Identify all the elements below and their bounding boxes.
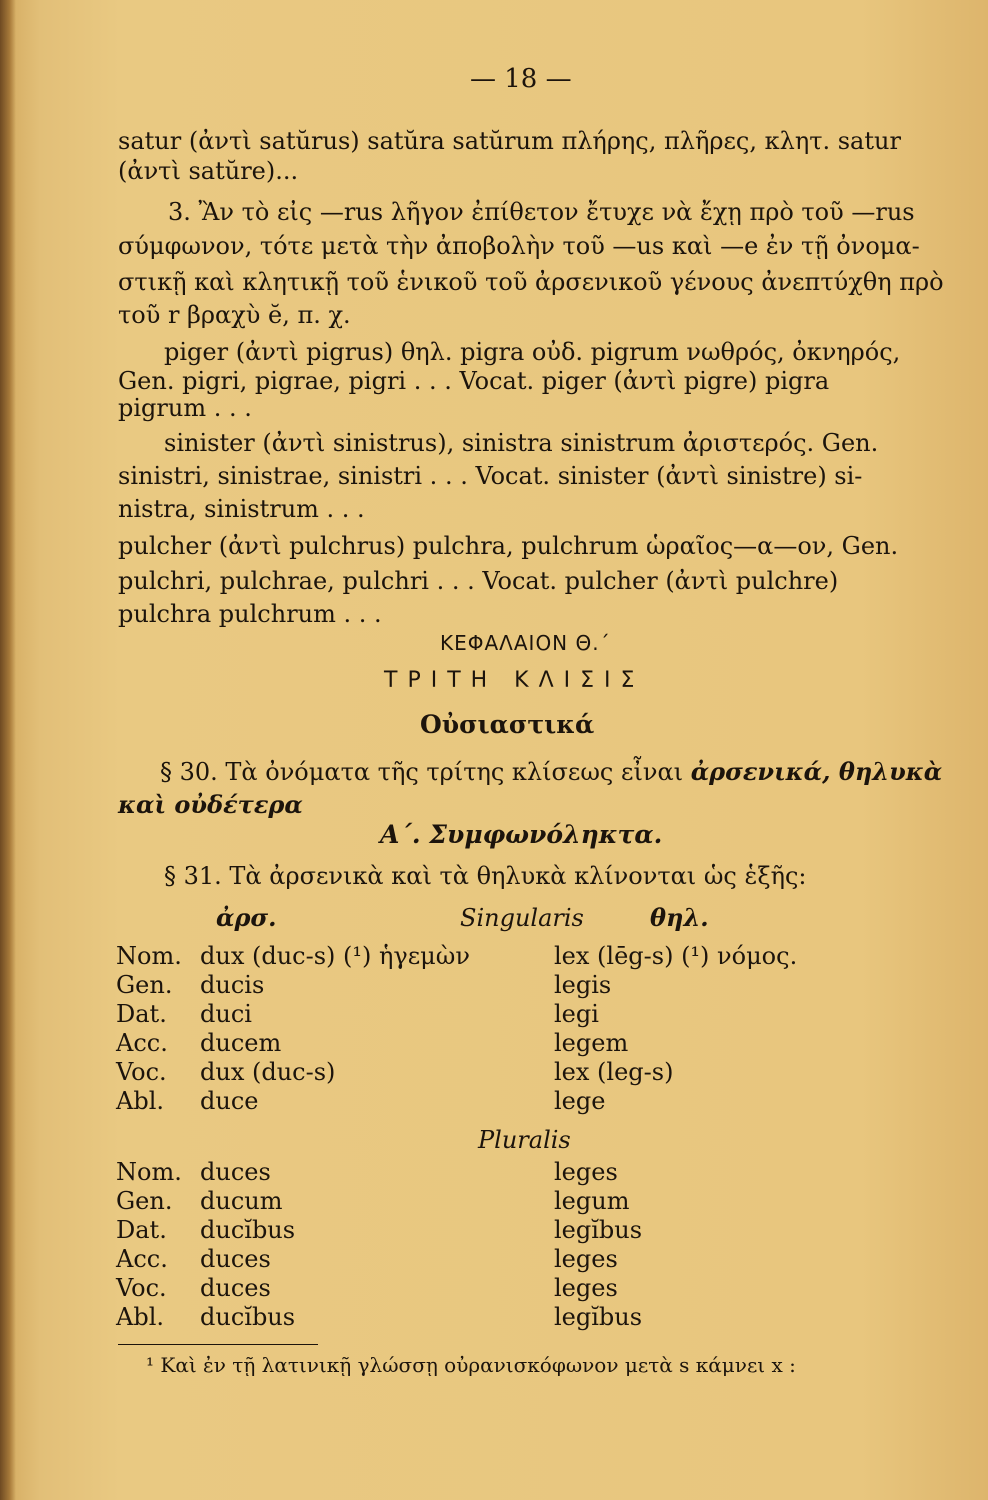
plural-case-cell: Dat. — [116, 1216, 167, 1244]
plural-fem-cell: leges — [554, 1245, 618, 1273]
pulcher-line-2: pulchri, pulchrae, pulchri . . . Vocat. pulcher (ἀντὶ pulchre) — [118, 567, 839, 595]
piger-line-3: pigrum . . . — [118, 394, 252, 422]
rule3-line-1: 3. Ἂν τὸ εἰς —rus λῆγον ἐπίθετον ἔτυχε νὰ ἔχῃ πρὸ τοῦ —rus — [168, 198, 915, 226]
sinister-line-1: sinister (ἀντὶ sinistrus), sinistra sinistrum ἀριστερός. Gen. — [164, 429, 879, 457]
singular-fem-cell: legis — [554, 971, 612, 999]
singular-masc-cell: duci — [200, 1000, 252, 1028]
section-30-bold-line-2: καὶ οὐδέτερα — [118, 790, 303, 819]
singular-fem-cell: lex (leg-s) — [554, 1058, 674, 1086]
section-30 — [160, 757, 942, 787]
singular-fem-cell: lege — [554, 1087, 606, 1115]
pulcher-line-3: pulchra pulchrum . . . — [118, 600, 382, 628]
singular-masc-cell: duce — [200, 1087, 259, 1115]
sinister-line-2: sinistri, sinistrae, sinistri . . . Vocat. sinister (ἀντὶ sinistre) si- — [118, 462, 863, 490]
satur-line-1: satur (ἀντὶ satŭrus) satŭra satŭrum πλήρης, πλῆρες, κλητ. satur — [118, 127, 901, 155]
plural-masc-cell: ducum — [200, 1187, 283, 1215]
footnote: ¹ Καὶ ἐν τῇ λατινικῇ γλώσσῃ οὐρανισκόφωνον μετὰ s κάμνει x : — [146, 1353, 796, 1377]
plural-fem-cell: leges — [554, 1158, 618, 1186]
piger-line-2: Gen. pigri, pigrae, pigri . . . Vocat. piger (ἀντὶ pigre) pigra — [118, 367, 830, 395]
singular-masc-cell: ducem — [200, 1029, 282, 1057]
rule3-line-3: στικῇ καὶ κλητικῇ τοῦ ἑνικοῦ τοῦ ἀρσενικοῦ γένους ἀνεπτύχθη πρὸ — [118, 268, 944, 296]
singular-case-cell: Dat. — [116, 1000, 167, 1028]
plural-masc-cell: duces — [200, 1245, 271, 1273]
plural-fem-cell: legum — [554, 1187, 630, 1215]
plural-masc-cell: ducĭbus — [200, 1303, 296, 1331]
section-31: § 31. Τὰ ἀρσενικὰ καὶ τὰ θηλυκὰ κλίνονται ὡς ἑξῆς: — [164, 862, 807, 890]
chapter-subtitle: Οὐσιαστικά — [420, 710, 595, 739]
chapter-label: ΚΕΦΑΛΑΙΟΝ Θ.΄ — [440, 631, 611, 655]
column-head-fem: θηλ. — [650, 903, 709, 932]
plural-label: Pluralis — [478, 1126, 571, 1154]
footnote-divider — [118, 1344, 318, 1345]
plural-fem-cell: leges — [554, 1274, 618, 1302]
sinister-line-3: nistra, sinistrum . . . — [118, 495, 365, 523]
page-number: — 18 — — [470, 64, 572, 94]
singular-case-cell: Abl. — [116, 1087, 164, 1115]
section-30-bold: ἀρσενικά, θηλυκὰ — [690, 757, 943, 786]
singular-case-cell: Acc. — [116, 1029, 168, 1057]
plural-fem-cell: legĭbus — [554, 1216, 643, 1244]
singular-case-cell: Gen. — [116, 971, 173, 999]
plural-case-cell: Voc. — [116, 1274, 167, 1302]
plural-case-cell: Nom. — [116, 1158, 182, 1186]
singular-masc-cell: ducis — [200, 971, 265, 999]
singular-case-cell: Voc. — [116, 1058, 167, 1086]
satur-line-2: (ἀντὶ satŭre)... — [118, 157, 299, 185]
plural-case-cell: Abl. — [116, 1303, 164, 1331]
chapter-title: ΤΡΙΤΗ ΚΛΙΣΙΣ — [384, 668, 645, 693]
plural-case-cell: Acc. — [116, 1245, 168, 1273]
subheading-consonant-stems: Α΄. Συμφωνόληκτα. — [380, 820, 663, 849]
singular-fem-cell: legem — [554, 1029, 629, 1057]
column-head-masc: ἀρσ. — [216, 903, 277, 932]
singular-fem-cell: lex (lēg-s) (¹) νόμος. — [554, 942, 798, 970]
plural-masc-cell: ducĭbus — [200, 1216, 296, 1244]
singular-masc-cell: dux (duc-s) (¹) ἡγεμὼν — [200, 942, 470, 970]
plural-fem-cell: legĭbus — [554, 1303, 643, 1331]
pulcher-line-1: pulcher (ἀντὶ pulchrus) pulchra, pulchrum ὡραῖος—α—ον, Gen. — [118, 532, 899, 560]
section-30-text: § 30. Τὰ ὀνόματα τῆς τρίτης κλίσεως εἶναι — [160, 758, 684, 786]
plural-masc-cell: duces — [200, 1274, 271, 1302]
piger-line-1: piger (ἀντὶ pigrus) θηλ. pigra οὐδ. pigrum νωθρός, ὀκνηρός, — [164, 338, 901, 366]
plural-masc-cell: duces — [200, 1158, 271, 1186]
singular-masc-cell: dux (duc-s) — [200, 1058, 336, 1086]
binding-edge — [0, 0, 16, 1500]
rule3-line-4: τοῦ r βραχὺ ĕ, π. χ. — [118, 301, 351, 329]
plural-case-cell: Gen. — [116, 1187, 173, 1215]
singular-fem-cell: legi — [554, 1000, 599, 1028]
rule3-line-2: σύμφωνον, τότε μετὰ τὴν ἀποβολὴν τοῦ —us καὶ —e ἐν τῇ ὀνομα- — [118, 232, 920, 260]
singular-label: Singularis — [460, 904, 584, 932]
singular-case-cell: Nom. — [116, 942, 182, 970]
